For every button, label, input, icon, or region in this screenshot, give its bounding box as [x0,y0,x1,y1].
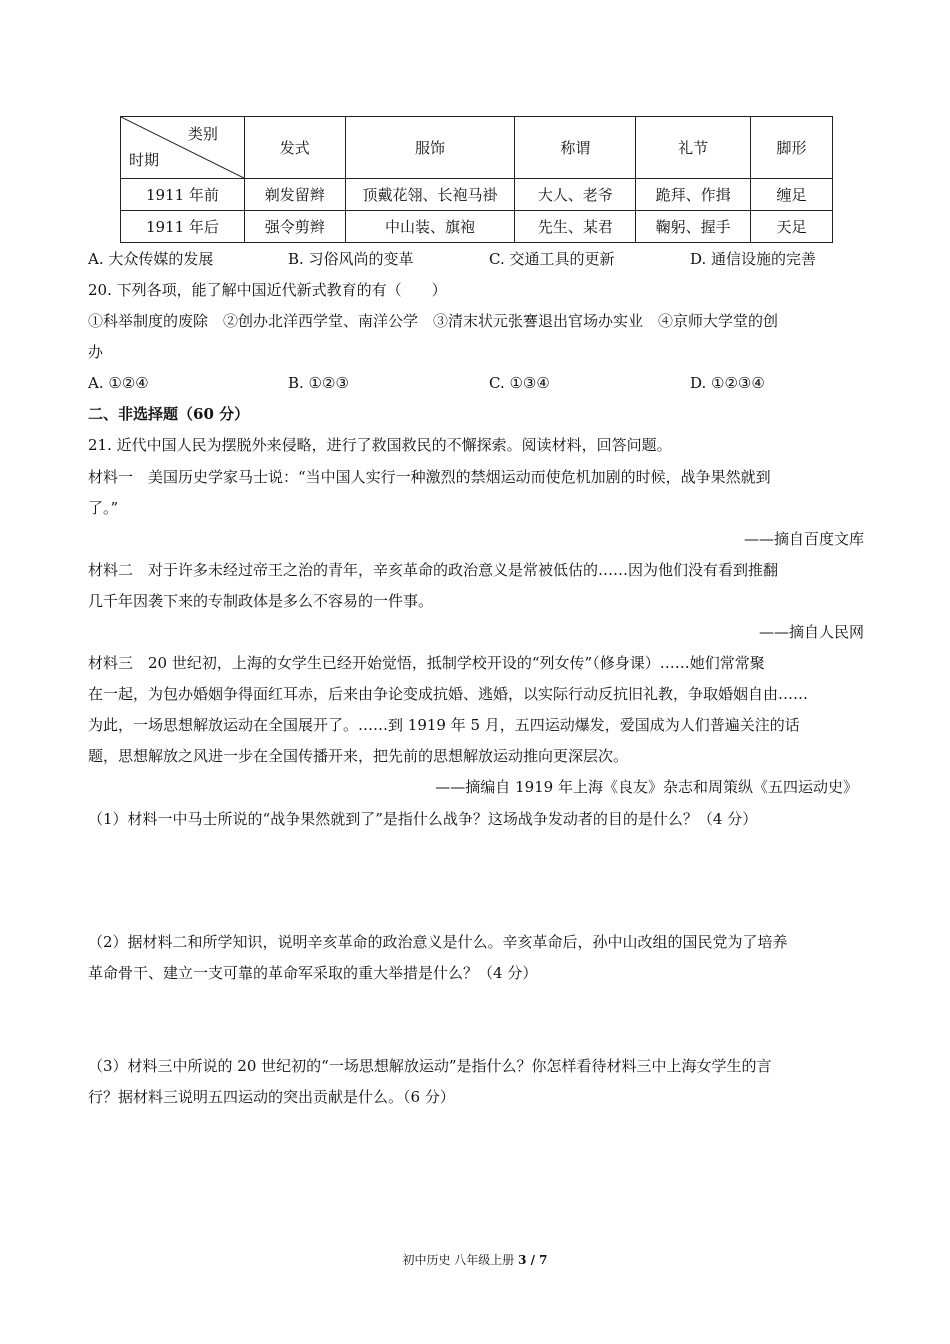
q20-option-a: A. ①②④ [88,374,149,392]
q20-option-d: D. ①②③④ [690,374,765,392]
table-corner-cell [121,117,245,179]
q21-material3-line3: 为此，一场思想解放运动在全国展开了。……到 1919 年 5 月，五四运动爆发，爱国成为人们普遍关注的话 [88,716,800,734]
table-cell: 天足 [751,211,833,243]
q19-option-b: B. 习俗风尚的变革 [288,250,414,268]
table-cell: 中山装、旗袍 [345,211,515,243]
page-footer [0,1252,950,1268]
period-cell: 1911 年后 [121,211,245,243]
q21-subquestion-1: （1）材料一中马士所说的“战争果然就到了”是指什么战争？这场战争发动者的目的是什么？（4 分） [88,810,758,828]
table-header-row [121,117,833,179]
q21-material2-source: ——摘自人民网 [758,623,864,641]
q20-items-line1: ①科举制度的废除 ②创办北洋西学堂、南洋公学 ③清末状元张謇退出官场办实业 ④京师大学堂的创 [88,312,779,330]
table-cell: 缠足 [751,179,833,211]
q20-option-b: B. ①②③ [288,374,349,392]
period-cell: 1911 年前 [121,179,245,211]
q21-material2-line2: 几千年因袭下来的专制政体是多么不容易的一件事。 [88,592,434,610]
q21-subquestion-3-line2: 行？据材料三说明五四运动的突出贡献是什么。（6 分） [88,1088,455,1106]
column-header: 发式 [244,117,345,179]
q19-option-a: A. 大众传媒的发展 [88,250,214,268]
q21-material1-source: ——摘自百度文库 [743,530,864,548]
q21-material3-line2: 在一起，为包办婚姻争得面红耳赤，后来由争论变成抗婚、逃婚，以实际行动反抗旧礼教，争取婚姻自由…… [88,685,809,703]
column-header: 礼节 [636,117,751,179]
q21-subquestion-2-line2: 革命骨干、建立一支可靠的革命军采取的重大举措是什么？（4 分） [88,964,538,982]
q20-items-line2: 办 [88,343,104,361]
q21-material3-source: ——摘编自 1919 年上海《良友》杂志和周策纵《五四运动史》 [435,778,858,796]
column-header: 称谓 [515,117,636,179]
q21-material3-line1: 材料三 20 世纪初，上海的女学生已经开始觉悟，抵制学校开设的“列女传”（修身课）……她们常常聚 [88,654,765,672]
q21-material2-line1: 材料二 对于许多未经过帝王之治的青年，辛亥革命的政治意义是常被低估的……因为他们没有看到推翻 [88,561,779,579]
table-cell: 鞠躬、握手 [636,211,751,243]
column-header: 服饰 [345,117,515,179]
q21-subquestion-3-line1: （3）材料三中所说的 20 世纪初的“一场思想解放运动”是指什么？你怎样看待材料三中上海女学生的言 [88,1057,772,1075]
table-cell: 剃发留辫 [244,179,345,211]
table-row [121,179,833,211]
q20-option-c: C. ①③④ [489,374,550,392]
footer-course: 初中历史 八年级上册 [402,1253,519,1267]
q19-option-d: D. 通信设施的完善 [690,250,817,268]
table-cell: 强令剪辫 [244,211,345,243]
table-cell: 大人、老爷 [515,179,636,211]
section2-title: 二、非选择题（60 分） [88,405,250,423]
table-row [121,211,833,243]
customs-table [120,116,833,243]
page-number: 3 / 7 [518,1253,548,1267]
corner-category-label: 类别 [187,125,218,143]
q20-stem: 20. 下列各项，能了解中国近代新式教育的有（ ） [88,281,447,299]
table-cell: 先生、某君 [515,211,636,243]
q21-subquestion-2-line1: （2）据材料二和所学知识，说明辛亥革命的政治意义是什么。辛亥革命后，孙中山改组的国民党为了培养 [88,933,788,951]
q21-material3-line4: 题，思想解放之风进一步在全国传播开来，把先前的思想解放运动推向更深层次。 [88,747,629,765]
q21-stem: 21. 近代中国人民为摆脱外来侵略，进行了救国救民的不懈探索。阅读材料，回答问题。 [88,436,672,454]
table-cell: 顶戴花翎、长袍马褂 [345,179,515,211]
q21-material1-line2: 了。” [88,499,119,517]
q19-option-c: C. 交通工具的更新 [489,250,615,268]
corner-period-label: 时期 [129,151,160,169]
table-cell: 跪拜、作揖 [636,179,751,211]
q21-material1-line1: 材料一 美国历史学家马士说：“当中国人实行一种激烈的禁烟运动而使危机加剧的时候，战争果然就到 [88,468,771,486]
column-header: 脚形 [751,117,833,179]
